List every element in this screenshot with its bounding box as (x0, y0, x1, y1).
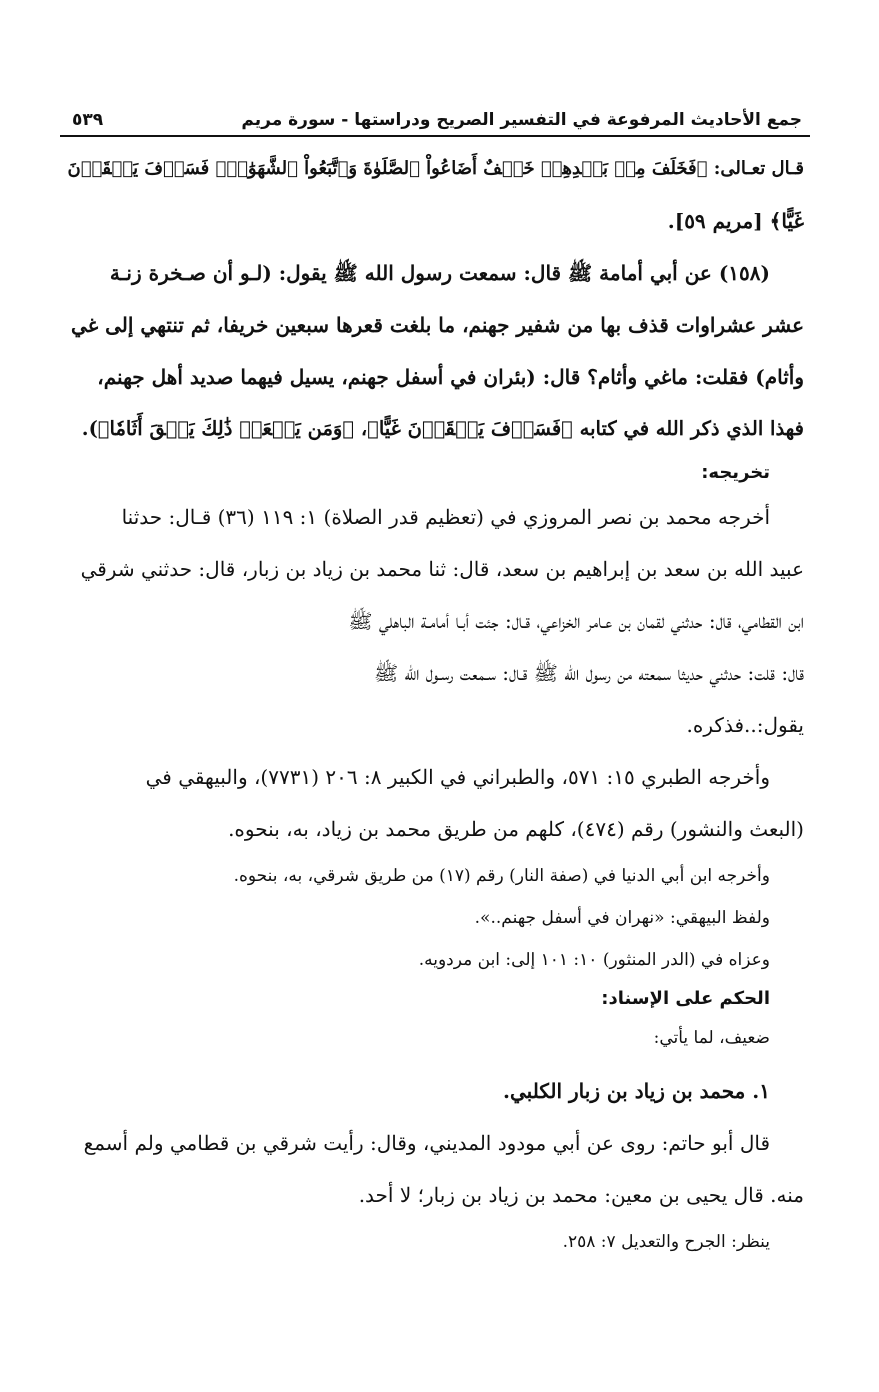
takhrij-line: (البعث والنشور) رقم (٤٧٤)، كلهم من طريق محمد بن زياد، به، بنحوه. (228, 817, 804, 841)
ruling-line: منه. قال يحيى بن معين: محمد بن زياد بن زبار؛ لا أحد. (358, 1183, 804, 1207)
takhrij-line: عبيد الله بن سعد بن إبراهيم بن سعد، قال: ثنا محمد بن زياد بن زبار، قال: حدثني شرقي (80, 557, 804, 581)
ruling-reference: ينظر: الجرح والتعديل ٧: ٢٥٨. (562, 1232, 770, 1252)
ruling-paragraph (66, 1117, 804, 1221)
verse-line-1: قـال تعـالى: ﴿فَخَلَفَ مِنۢ بَعۡدِهِمۡ خَلۡفٌ أَضَاعُواْ ٱلصَّلَوٰةَ وَٱتَّبَعُواْ ٱلشَّهَوَٰتِۖ فَسَوۡفَ يَلۡقَوۡنَ (67, 158, 804, 179)
hadith-line: وأثام) فقلت: ماغي وأثام؟ قال: (بئران في أسفل جهنم، يسيل فيهما صديد أهل جهنم، (97, 365, 804, 389)
takhrij-paragraph-2 (66, 751, 804, 855)
verse-line-2: غَيًّا﴾ [مريم ٥٩]. (667, 209, 804, 233)
book-page (60, 105, 810, 1263)
running-header (60, 105, 810, 137)
takhrij-line: يقول:..فذكره. (686, 713, 804, 737)
ruling-line: قال أبو حاتم: روى عن أبي مودود المديني، وقال: رأيت شرقي بن قطامي ولم أسمع (83, 1131, 770, 1155)
page-number: ٥٣٩ (72, 110, 104, 130)
takhrij-bayhaqi-wording: ولفظ البيهقي: «نهران في أسفل جهنم..». (474, 908, 770, 928)
ruling-intro: ضعيف، لما يأتي: (653, 1028, 770, 1048)
takhrij-durr-manthur: وعزاه في (الدر المنثور) ١٠: ١٠١ إلى: ابن مردويه. (418, 950, 770, 970)
hadith-text (66, 247, 804, 455)
hadith-line: فهذا الذي ذكر الله في كتابه ﴿فَسَوۡفَ يَلۡقَوۡنَ غَيًّا﴾، ﴿وَمَن يَفۡعَلۡ ذَٰلِكَ يَلۡقَ أَثَامٗا﴾). (81, 417, 804, 440)
running-title: جمع الأحاديث المرفوعة في التفسير الصريح ودراستها - سورة مريم (241, 110, 802, 130)
page-body (60, 137, 810, 1263)
takhrij-line: أخرجه محمد بن نصر المروزي في (تعظيم قدر الصلاة) ١: ١١٩ (٣٦) قـال: حدثنا (121, 505, 770, 529)
takhrij-heading: تخريجه: (701, 462, 770, 483)
takhrij-ibn-abi-dunya: وأخرجه ابن أبي الدنيا في (صفة النار) رقم (١٧) من طريق شرقي، به، بنحوه. (233, 866, 770, 886)
takhrij-paragraph-1 (66, 491, 804, 751)
takhrij-line: وأخرجه الطبري ١٥: ٥٧١، والطبراني في الكبير ٨: ٢٠٦ (٧٧٣١)، والبيهقي في (145, 765, 770, 789)
hadith-line: عشر عشراوات قذف بها من شفير جهنم، ما بلغت قعرها سبعين خريفا، ثم تنتهي إلى غي (71, 313, 804, 337)
takhrij-line: قال: قلت: حدثني حديثا سمعته من رسول الله ﷺ قـال: سـمعت رسـول الله ﷺ (373, 661, 804, 685)
hadith-line: (١٥٨) عن أبي أمامة ﷺ قال: سمعت رسول الله ﷺ يقول: (لـو أن صـخرة زنـة (109, 261, 770, 285)
ruling-heading: الحكم على الإسناد: (601, 988, 770, 1009)
takhrij-line: ابن القطامي، قال: حدثني لقمان بن عـامر الخزاعي، قـال: جئت أبـا أمامـة الباهلي ﷺ (348, 609, 804, 633)
ruling-item-1: ١. محمد بن زياد بن زبار الكلبي. (503, 1079, 770, 1103)
